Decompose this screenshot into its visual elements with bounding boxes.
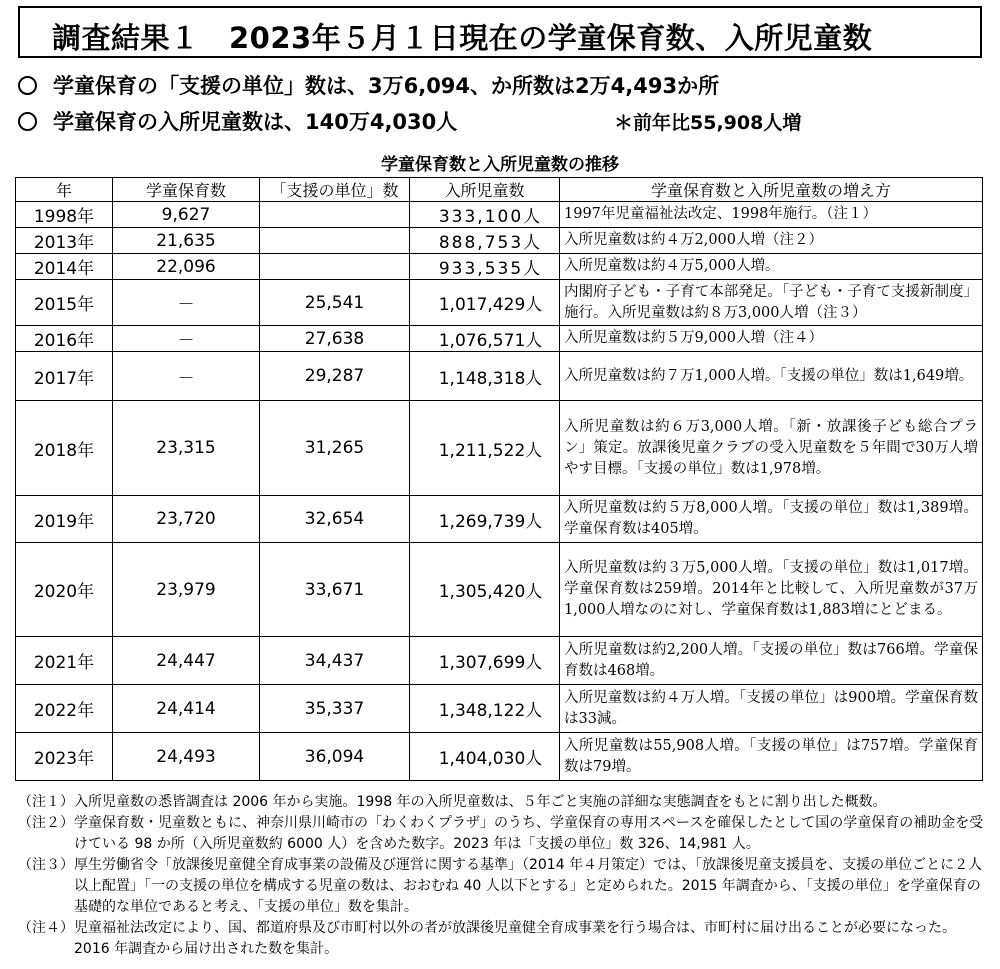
cell-count: 9,627 [113, 202, 260, 228]
cell-children: 1,269,739人 [410, 496, 560, 543]
cell-year: 2018年 [16, 401, 113, 496]
footnote-text: 入所児童数の悉皆調査は 2006 年から実施。1998 年の入所児童数は、５年ごと実施の詳細な実態調査をもとに割り出した概数。 [74, 794, 887, 810]
table-header-row [16, 178, 983, 202]
cell-count: － [113, 280, 260, 326]
cell-children: 1,148,318人 [410, 352, 560, 401]
trend-table [15, 177, 983, 781]
cell-note: 1997年児童福祉法改定、1998年施行。（注１） [560, 202, 983, 228]
cell-count: 23,979 [113, 543, 260, 637]
header-count: 学童保育数 [113, 178, 260, 202]
cell-year: 1998年 [16, 202, 113, 228]
summary-bullet-units [18, 70, 719, 100]
summary-text-children: 学童保育の入所児童数は、140万4,030人 [53, 110, 458, 134]
cell-children: 1,404,030人 [410, 733, 560, 781]
year-over-year-note: ＊前年比55,908人増 [614, 112, 802, 134]
summary-bullet-children [18, 106, 457, 136]
page-title: 調査結果１ 2023年５月１日現在の学童保育数、入所児童数 [52, 21, 873, 55]
cell-count: 24,493 [113, 733, 260, 781]
footnote-text: 学童保育数・児童数ともに、神奈川県川崎市の「わくわくプラザ」のうち、学童保育の専用スペースを確保したとして国の学童保育の補助金を受けている 98 か所（入所児童数約 6000 人）を含めた数字。2023 年は「支援の単位」数 326、14,981 人。 [74, 815, 984, 852]
title-box [18, 6, 982, 58]
cell-note: 入所児童数は約６万3,000人増。「新・放課後子ども総合プラン」策定。放課後児童クラブの受入児童数を５年間で30万人増やす目標。「支援の単位」数は1,978増。 [560, 401, 983, 496]
cell-units: 31,265 [260, 401, 410, 496]
table-caption: 学童保育数と入所児童数の推移 [381, 155, 619, 175]
table-row [16, 401, 983, 496]
cell-units: 36,094 [260, 733, 410, 781]
footnote-1 [18, 792, 984, 813]
cell-units: 34,437 [260, 637, 410, 685]
cell-year: 2022年 [16, 685, 113, 733]
cell-count: 24,447 [113, 637, 260, 685]
header-units: 「支援の単位」数 [260, 178, 410, 202]
cell-year: 2013年 [16, 228, 113, 254]
table-row [16, 326, 983, 352]
cell-note: 入所児童数は約４万人増。「支援の単位」は900増。学童保育数は33減。 [560, 685, 983, 733]
footnote-2 [18, 813, 984, 855]
circle-bullet-icon [18, 76, 37, 95]
cell-year: 2020年 [16, 543, 113, 637]
cell-children: 1,307,699人 [410, 637, 560, 685]
table-row [16, 352, 983, 401]
footnote-label: （注３） [18, 857, 74, 873]
cell-count: － [113, 326, 260, 352]
cell-count: 21,635 [113, 228, 260, 254]
cell-count: 22,096 [113, 254, 260, 280]
cell-children: 1,305,420人 [410, 543, 560, 637]
cell-note: 内閣府子ども・子育て本部発足。「子ども・子育て支援新制度」施行。入所児童数は約８万3,000人増（注３） [560, 280, 983, 326]
cell-year: 2017年 [16, 352, 113, 401]
cell-units: 32,654 [260, 496, 410, 543]
cell-units [260, 228, 410, 254]
cell-children: 1,076,571人 [410, 326, 560, 352]
cell-year: 2015年 [16, 280, 113, 326]
cell-children: 888,753人 [410, 228, 560, 254]
cell-units: 35,337 [260, 685, 410, 733]
table-row [16, 254, 983, 280]
cell-note: 入所児童数は55,908人増。「支援の単位」は757増。学童保育数は79増。 [560, 733, 983, 781]
footnotes [18, 792, 984, 960]
table-row [16, 733, 983, 781]
header-year: 年 [16, 178, 113, 202]
cell-note: 入所児童数は約７万1,000人増。「支援の単位」数は1,649増。 [560, 352, 983, 401]
cell-units [260, 254, 410, 280]
cell-note: 入所児童数は約2,200人増。「支援の単位」数は766増。学童保育数は468増。 [560, 637, 983, 685]
cell-count: － [113, 352, 260, 401]
footnote-text: 厚生労働省令「放課後児童健全育成事業の設備及び運営に関する基準」（2014 年４月策定）では、「放課後児童支援員を、支援の単位ごとに２人以上配置」「一の支援の単位を構成する児童の数は、おおむね 40 人以下とする」と定められた。2015 年調査から、「支援の単位」を学童保育の基礎的な単位であると考え、「支援の単位」数を集計。 [74, 857, 983, 915]
table-row [16, 228, 983, 254]
cell-units [260, 202, 410, 228]
cell-children: 1,017,429人 [410, 280, 560, 326]
cell-units: 27,638 [260, 326, 410, 352]
cell-children: 333,100人 [410, 202, 560, 228]
cell-year: 2014年 [16, 254, 113, 280]
table-row [16, 202, 983, 228]
cell-year: 2021年 [16, 637, 113, 685]
cell-children: 933,535人 [410, 254, 560, 280]
cell-year: 2019年 [16, 496, 113, 543]
cell-note: 入所児童数は約５万8,000人増。「支援の単位」数は1,389増。学童保育数は405増。 [560, 496, 983, 543]
cell-count: 23,315 [113, 401, 260, 496]
footnote-label: （注１） [18, 794, 74, 810]
cell-year: 2023年 [16, 733, 113, 781]
table-row [16, 637, 983, 685]
table-row [16, 496, 983, 543]
summary-text-units: 学童保育の「支援の単位」数は、3万6,094、か所数は2万4,493か所 [53, 74, 720, 98]
cell-units: 33,671 [260, 543, 410, 637]
cell-count: 23,720 [113, 496, 260, 543]
table-row [16, 543, 983, 637]
cell-children: 1,348,122人 [410, 685, 560, 733]
cell-units: 25,541 [260, 280, 410, 326]
cell-note: 入所児童数は約５万9,000人増（注４） [560, 326, 983, 352]
cell-note: 入所児童数は約４万2,000人増（注２） [560, 228, 983, 254]
cell-count: 24,414 [113, 685, 260, 733]
header-children: 入所児童数 [410, 178, 560, 202]
table-row [16, 685, 983, 733]
table-row [16, 280, 983, 326]
footnote-text: 児童福祉法改定により、国、都道府県及び市町村以外の者が放課後児童健全育成事業を行う場合は、市町村に届け出ることが必要になった。2016 年調査から届け出された数を集計。 [74, 920, 956, 957]
header-notes: 学童保育数と入所児童数の増え方 [560, 178, 983, 202]
cell-note: 入所児童数は約４万5,000人増。 [560, 254, 983, 280]
footnote-4 [18, 918, 984, 960]
circle-bullet-icon [18, 112, 37, 131]
cell-units: 29,287 [260, 352, 410, 401]
footnote-3 [18, 855, 984, 918]
footnote-label: （注４） [18, 920, 74, 936]
cell-year: 2016年 [16, 326, 113, 352]
cell-note: 入所児童数は約３万5,000人増。「支援の単位」数は1,017増。学童保育数は259増。2014年と比較して、入所児童数が37万1,000人増なのに対し、学童保育数は1,883増にとどまる。 [560, 543, 983, 637]
cell-children: 1,211,522人 [410, 401, 560, 496]
footnote-label: （注２） [18, 815, 74, 831]
